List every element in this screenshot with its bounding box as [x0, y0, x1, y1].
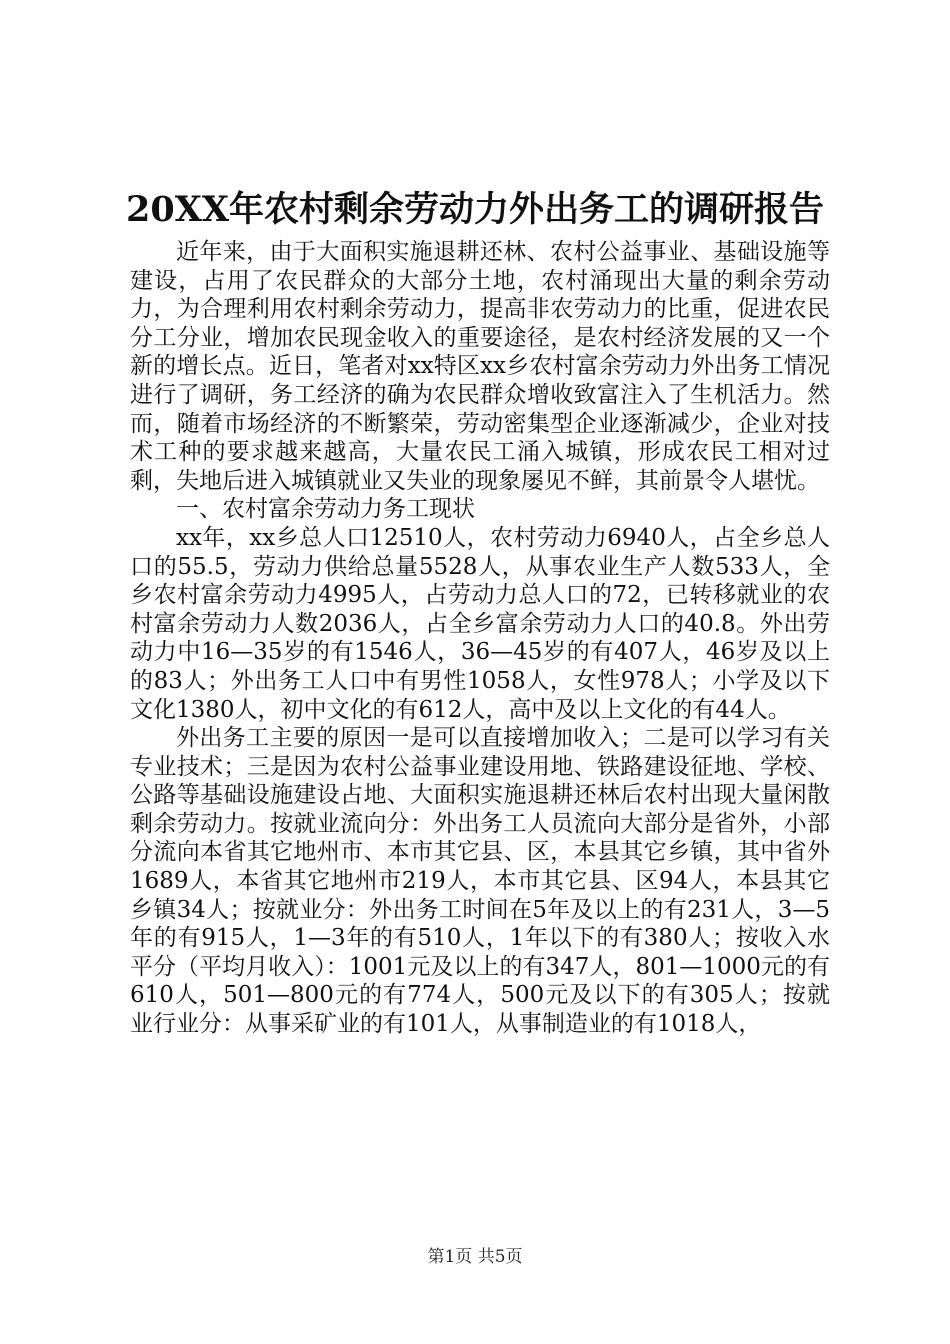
document-body [130, 238, 830, 1039]
paragraph-reasons: 外出务工主要的原因一是可以直接增加收入；二是可以学习有关专业技术；三是因为农村公益事业建设用地、铁路建设征地、学校、公路等基础设施建设占地、大面积实施退耕还林后农村出现大量闲散剩余劳动力。按就业流向分：外出务工人员流向大部分是省外，小部分流向本省其它地州市、本市其它县、区，本县其它乡镇，其中省外1689人，本省其它地州市219人，本市其它县、区94人，本县其它乡镇34人；按就业分：外出务工时间在5年及以上的有231人，3—5年的有915人，1—3年的有510人，1年以下的有380人；按收入水平分（平均月收入）：1001元及以上的有347人，801—1000元的有610人，501—800元的有774人，500元及以下的有305人；按就业行业分：从事采矿业的有101人，从事制造业的有1018人， [130, 725, 830, 1038]
section-heading-1: 一、农村富余劳动力务工现状 [176, 496, 475, 523]
paragraph-intro: 近年来，由于大面积实施退耕还林、农村公益事业、基础设施等建设，占用了农民群众的大部分土地，农村涌现出大量的剩余劳动力，为合理利用农村剩余劳动力，提高非农劳动力的比重，促进农民分工分业，增加农民现金收入的重要途径，是农村经济发展的又一个新的增长点。近日，笔者对xx特区xx乡农村富余劳动力外出务工情况进行了调研，务工经济的确为农民群众增收致富注入了生机活力。然而，随着市场经济的不断繁荣，劳动密集型企业逐渐减少，企业对技术工种的要求越来越高，大量农民工涌入城镇，形成农民工相对过剩，失地后进入城镇就业又失业的现象屡见不鲜，其前景令人堪忧。 [130, 239, 830, 494]
page-number-footer: 第1页 共5页 [427, 1247, 523, 1267]
paragraph-statistics: xx年，xx乡总人口12510人，农村劳动力6940人，占全乡总人口的55.5，劳动力供给总量5528人，从事农业生产人数533人，全乡农村富余劳动力4995人，占劳动力总人口的72，已转移就业的农村富余劳动力人数2036人，占全乡富余劳动力人口的40.8。外出劳动力中16—35岁的有1546人，36—45岁的有407人，46岁及以上的83人；外出务工人口中有男性1058人，女性978人；小学及以下文化1380人，初中文化的有612人，高中及以上文化的有44人。 [130, 524, 830, 723]
page-title: 20XX年农村剩余劳动力外出务工的调研报告 [125, 189, 825, 230]
